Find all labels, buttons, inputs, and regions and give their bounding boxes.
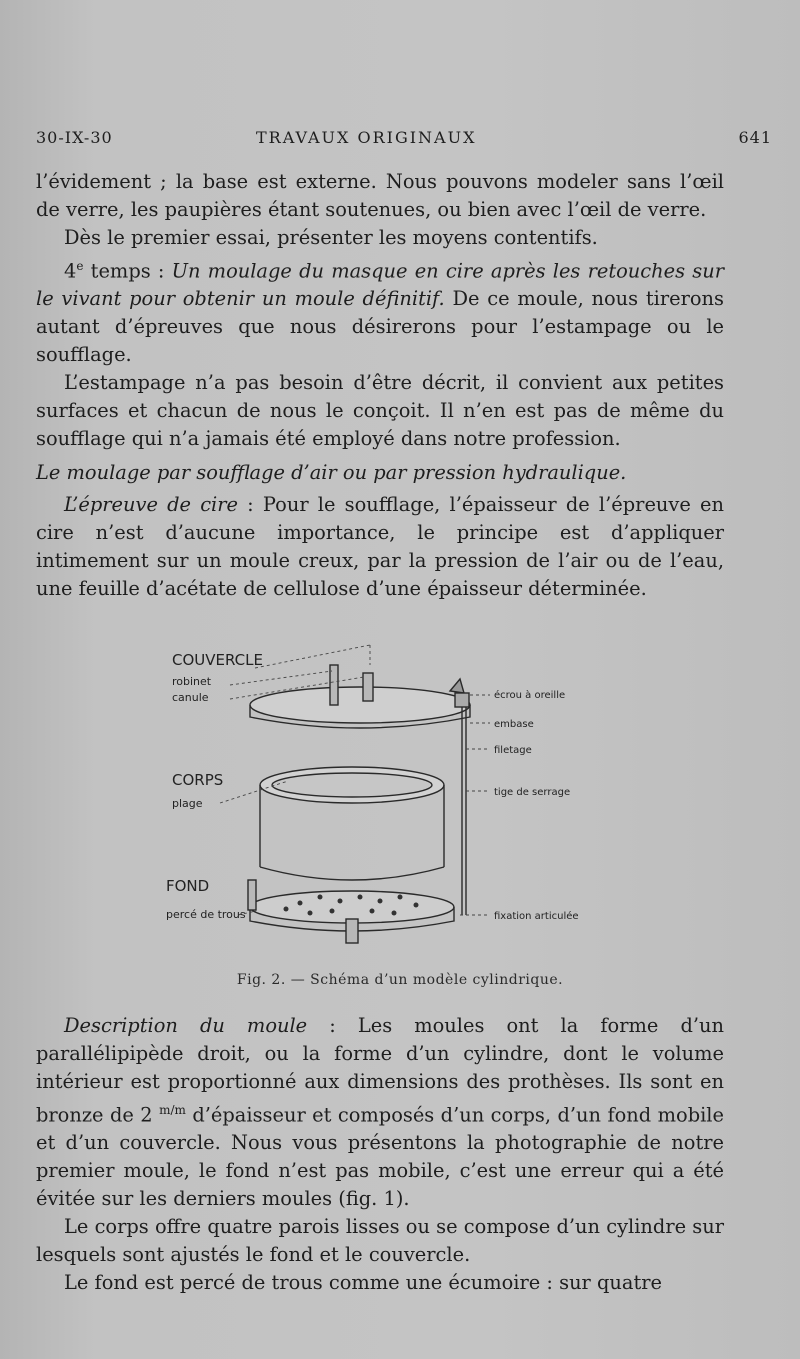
label-fixation: fixation articulée (494, 911, 579, 922)
paragraph-3 (36, 252, 724, 369)
canule-tube (363, 673, 373, 701)
label-perce: percé de trous (166, 908, 246, 921)
figure-diagram (160, 635, 600, 965)
paragraph-6 (36, 1012, 724, 1213)
paragraph-4: L’estampage n’a pas besoin d’être décrit, il convient aux petites surfaces et chacun de nous le conçoit. Il n’en est pas de même du soufflage qui n’a jamais été employé dans notre profession. (36, 371, 724, 451)
label-fond: FOND (166, 877, 210, 895)
label-corps: CORPS (172, 771, 224, 789)
unit-mm: m/m (159, 1103, 186, 1117)
section-heading: Le moulage par soufflage d’air ou par pression hydraulique. (36, 461, 627, 485)
nut-block (455, 693, 469, 707)
paragraph-5-italic: L’épreuve de cire (64, 493, 238, 517)
base-post (248, 880, 256, 910)
label-robinet: robinet (172, 675, 212, 688)
paragraph-2: Dès le premier essai, présenter les moyens contentifs. (64, 226, 598, 249)
body-plage (272, 773, 432, 797)
paragraph-5-rest: : Pour le soufflage, l’épaisseur de l’épreuve en cire n’est d’aucune importance, le principe est d’appliquer intimement sur un moule creux, par la pression de l’air ou de l’eau, une feuille d’acétate de cellulose d’une épaisseur déterminée. (36, 493, 724, 601)
leader-robinet (230, 671, 332, 685)
label-tige: tige de serrage (494, 787, 571, 798)
top-text-block (36, 168, 724, 603)
paragraph-5 (36, 491, 724, 603)
step-lead: temps : (83, 259, 172, 283)
paragraph-6-part-b: d’épaisseur et composés d’un corps, d’un fond mobile et d’un couvercle. Nous vous présentons la photographie de notre premier moule, le fond n’est pas mobile, c’est une erreur qui a été évitée sur les derniers moules (fig. 1). (36, 1103, 724, 1211)
paragraph-8: Le fond est percé de trous comme une écumoire : sur quatre (64, 1271, 662, 1295)
figure-caption: Fig. 2. — Schéma d’un modèle cylindrique. (236, 972, 564, 988)
running-header (36, 128, 772, 154)
lid-top (250, 687, 470, 723)
base-plate (250, 891, 454, 923)
step-number: 4 (64, 259, 77, 283)
label-canule: canule (172, 691, 209, 704)
label-embase: embase (494, 719, 534, 730)
header-date: 30-IX-30 (36, 128, 113, 147)
label-plage: plage (172, 797, 203, 810)
step-italic: Un moulage du masque en cire après les retouches sur le vivant pour obtenir un moule définitif. (36, 259, 724, 311)
leader-couvercle (255, 645, 370, 668)
label-couvercle: COUVERCLE (172, 651, 263, 669)
header-title: TRAVAUX ORIGINAUX (256, 128, 477, 147)
base-stem (346, 919, 358, 943)
mold-schematic (160, 635, 600, 965)
paragraph-1: l’évidement ; la base est externe. Nous pouvons modeler sans l’œil de verre, les paupières étant soutenues, ou bien avec l’œil de verre. (36, 170, 724, 221)
step-superscript: e (76, 259, 84, 273)
paragraph-6-part-a: : Les moules ont la forme d’un parallélipipède droit, ou la forme d’un cylindre, dont le volume intérieur est proportionné aux dimensions des prothèses. Ils sont en bronze de 2 (36, 1014, 725, 1127)
paragraph-6-italic: Description du moule (64, 1014, 308, 1037)
label-filetage: filetage (494, 745, 532, 756)
label-ecrou: écrou à oreille (494, 690, 566, 701)
wing-nut (450, 679, 464, 693)
body-bottom (260, 867, 444, 880)
paragraph-7: Le corps offre quatre parois lisses ou se compose d’un cylindre sur lesquels sont ajustés le fond et le couvercle. (36, 1215, 724, 1267)
page-number: 641 (738, 128, 772, 147)
bottom-text-block (36, 1012, 724, 1297)
step-rest: De ce moule, nous tirerons autant d’épreuves que nous désirerons pour l’estampage ou le soufflage. (36, 287, 724, 367)
